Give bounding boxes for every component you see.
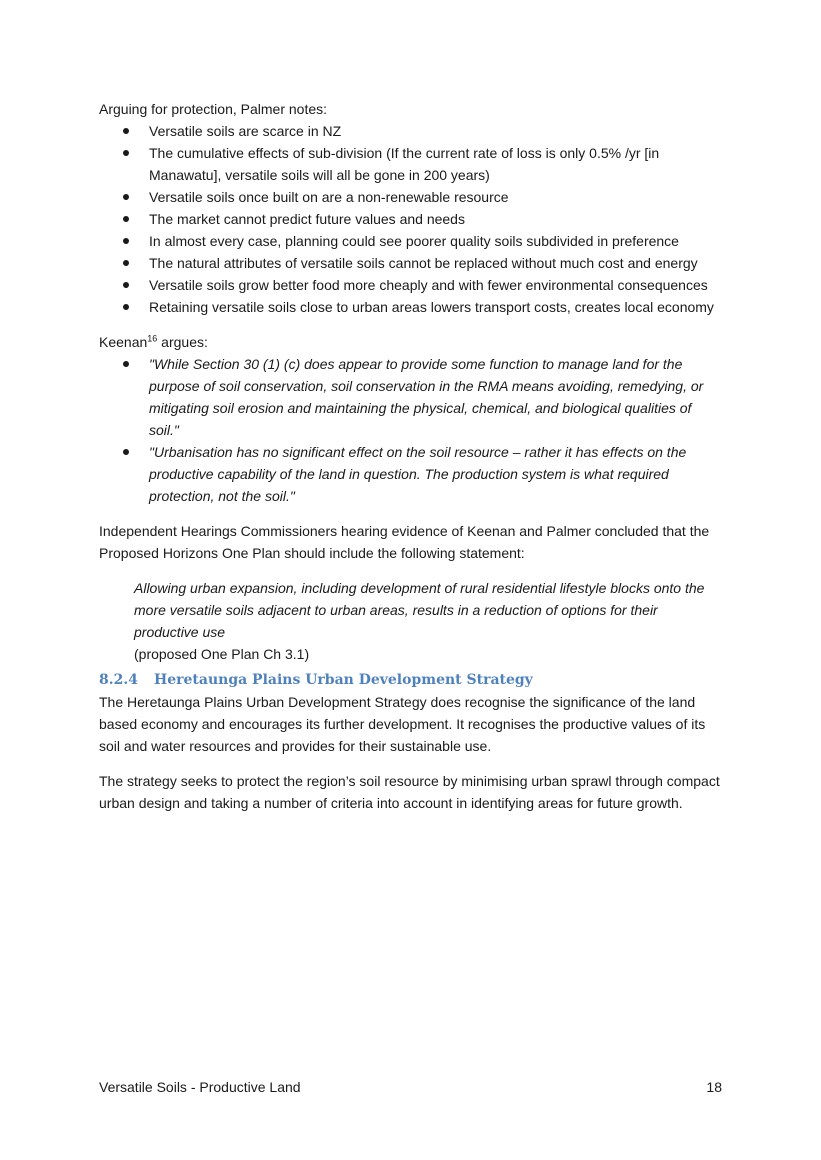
bullet-icon — [123, 238, 129, 244]
commissioners-paragraph: Independent Hearings Commissioners hearing evidence of Keenan and Palmer concluded that the Proposed Horizons One Plan should include the following statement: — [99, 523, 710, 561]
section-title: Heretaunga Plains Urban Development Strategy — [154, 672, 533, 688]
keenan-quotes-list — [99, 353, 724, 507]
section-heading — [99, 669, 724, 691]
bullet-icon — [123, 260, 129, 266]
list-item: In almost every case, planning could see poorer quality soils subdivided in preference — [99, 230, 724, 252]
keenan-intro: Keenan$^{16}$ argues: — [99, 333, 208, 350]
footnote-marker: 16 — [147, 333, 158, 344]
bullet-icon — [123, 216, 129, 222]
bullet-icon — [123, 128, 129, 134]
list-item: "Urbanisation has no significant effect on the soil resource – rather it has effects on the productive capability of the land in question. The production system is what required protection, not the soil." — [99, 441, 724, 507]
page-number: 18 — [706, 1079, 722, 1095]
statement-quote: Allowing urban expansion, including development of rural residential lifestyle blocks onto the more versatile soils adjacent to urban areas, results in a reduction of options for their productive use — [134, 580, 705, 640]
section-paragraph: The strategy seeks to protect the region’s soil resource by minimising urban sprawl through compact urban design and taking a number of criteria into account in identifying areas for future growth. — [99, 773, 720, 811]
list-item: Versatile soils are scarce in NZ — [99, 120, 724, 142]
intro-paragraph: Arguing for protection, Palmer notes: — [99, 101, 328, 117]
section-number: 8.2.4 — [99, 672, 138, 688]
page-body — [99, 98, 724, 814]
list-item: Versatile soils once built on are a non-renewable resource — [99, 186, 724, 208]
list-item: The cumulative effects of sub-division (If the current rate of loss is only 0.5% /yr [in Manawatu], versatile soils will all be gone in 200 years) — [99, 142, 724, 186]
footer-title: Versatile Soils - Productive Land — [99, 1079, 301, 1095]
bullet-icon — [123, 194, 129, 200]
bullet-icon — [123, 361, 129, 367]
list-item: The natural attributes of versatile soils cannot be replaced without much cost and energy — [99, 252, 724, 274]
list-item: Retaining versatile soils close to urban areas lowers transport costs, creates local economy — [99, 296, 724, 318]
palmer-points-list — [99, 120, 724, 318]
one-plan-statement — [99, 577, 724, 665]
statement-source: (proposed One Plan Ch 3.1) — [134, 646, 310, 662]
list-item: Versatile soils grow better food more cheaply and with fewer environmental consequences — [99, 274, 724, 296]
page-footer — [99, 1076, 722, 1098]
bullet-icon — [123, 304, 129, 310]
section-paragraph: The Heretaunga Plains Urban Development Strategy does recognise the significance of the land based economy and encourages its further development. It recognises the productive values of its soil and water resources and provides for their sustainable use. — [99, 694, 706, 754]
list-item: "While Section 30 (1) (c) does appear to provide some function to manage land for the purpose of soil conservation, soil conservation in the RMA means avoiding, remedying, or mitigating soil erosion and maintaining the physical, chemical, and biological qualities of soil." — [99, 353, 724, 441]
bullet-icon — [123, 150, 129, 156]
bullet-icon — [123, 449, 129, 455]
bullet-icon — [123, 282, 129, 288]
list-item: The market cannot predict future values and needs — [99, 208, 724, 230]
